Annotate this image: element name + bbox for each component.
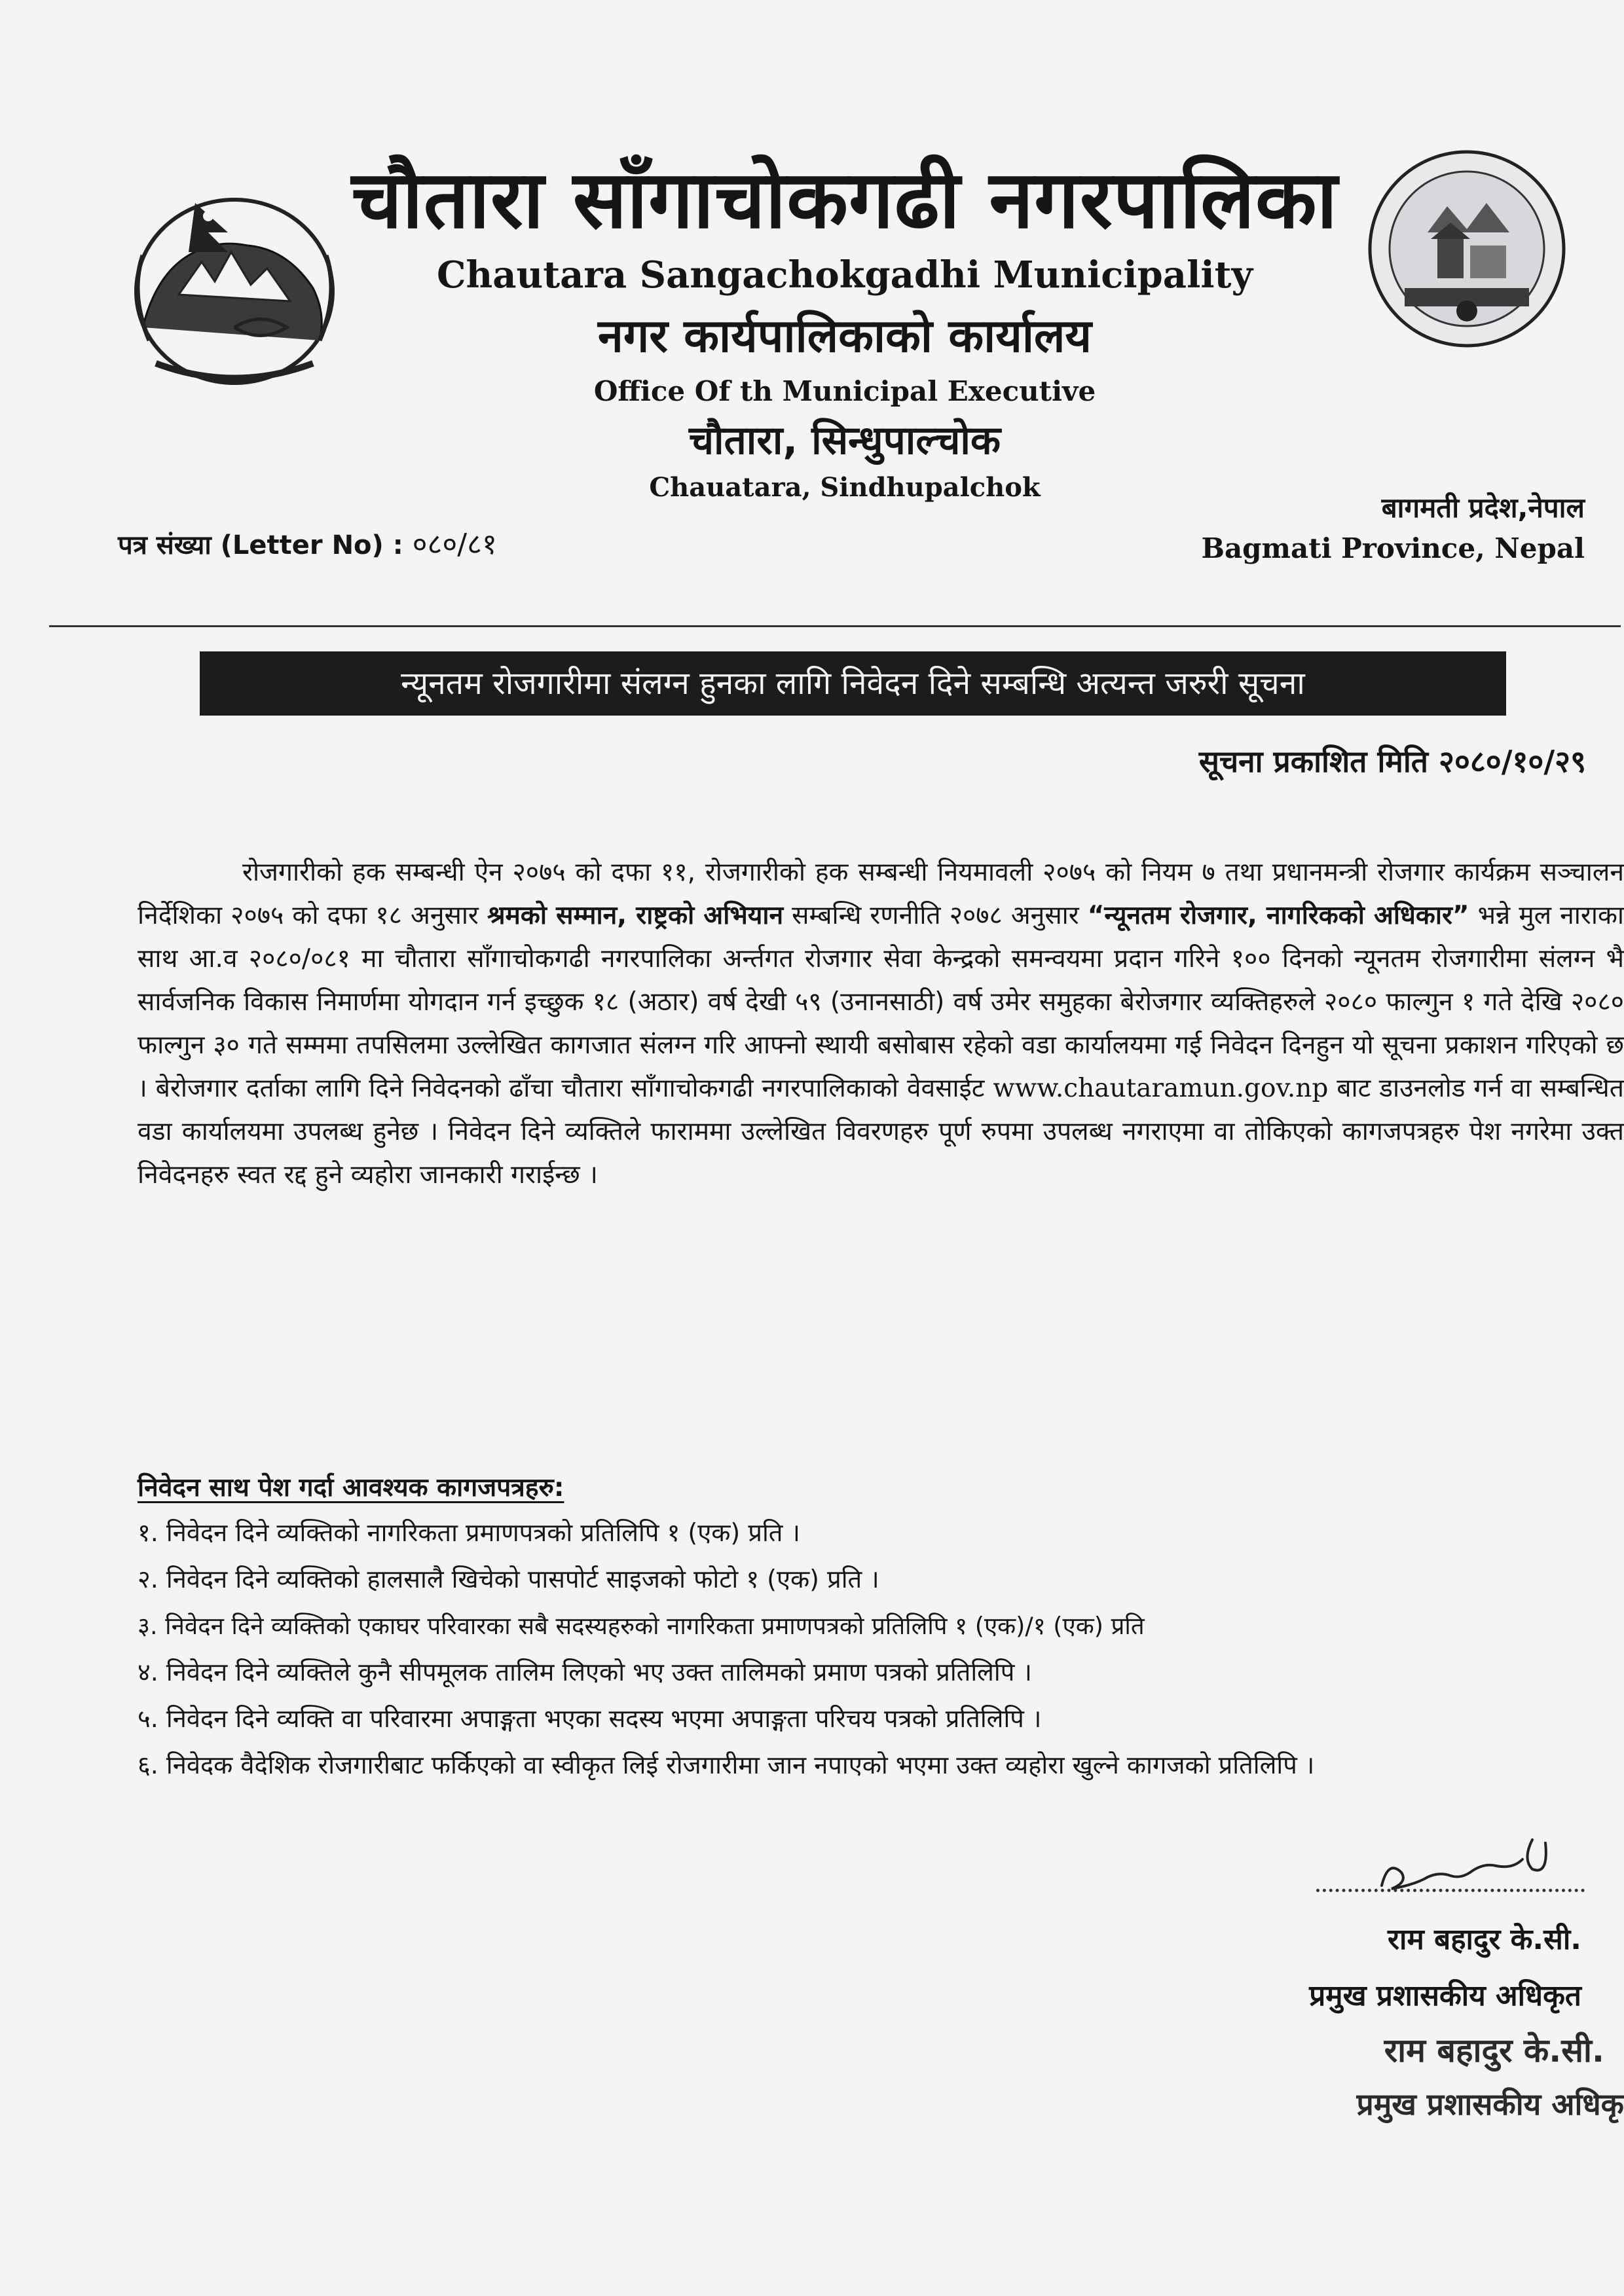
notice-title: न्यूनतम रोजगारीमा संलग्न हुनका लागि निवेदन दिने सम्बन्धि अत्यन्त जरुरी सूचना [200, 651, 1506, 716]
stamp-name: राम बहादुर के.सी. [1384, 2032, 1604, 2069]
body-text-4: बाट डाउनलोड गर्न वा सम्बन्धित वडा कार्यालयमा उपलब्ध हुनेछ । निवेदन दिने व्यक्तिले फाराममा उल्लेखित विवरणहरु पूर्ण रुपमा उपलब्ध नगराएमा वा तोकिएको कागजपत्रहरु पेश नगरेमा उक्त निवेदनहरु स्वत रद्द हुने व्यहोरा जानकारी गराईन्छ । [138, 1074, 1624, 1190]
office-name-en: Office Of th Municipal Executive [593, 375, 1096, 407]
website-link[interactable]: www.chautaramun.gov.np [993, 1074, 1329, 1103]
signatory-name: राम बहादुर के.सी. [1388, 1923, 1581, 1956]
body-text-2: सम्बन्धि रणनीति २०७८ अनुसार [783, 901, 1088, 930]
nepal-emblem-icon [117, 177, 352, 393]
location-np: चौतारा, सिन्धुपाल्चोक [688, 418, 1001, 464]
municipality-name-np: चौतारा साँगाचोकगढी नगरपालिका [351, 153, 1338, 246]
signatory [1309, 1912, 1581, 2024]
name-stamp [1297, 2023, 1624, 2130]
list-item: ३. निवेदन दिने व्यक्तिको एकाघर परिवारका सबै सदस्यहरुको नागरिकता प्रमाणपत्रको प्रतिलिपि १ (एक)/१ (एक) प्रति [138, 1612, 1145, 1640]
province-en: Bagmati Province, Nepal [1201, 532, 1585, 564]
documents-heading: निवेदन साथ पेश गर्दा आवश्यक कागजपत्रहरु: [138, 1473, 564, 1503]
body-text-3: भन्ने मुल नाराका साथ आ.व २०८०/०८१ मा चौतारा साँगाचोकगढी नगरपालिका अर्न्तगत रोजगार सेवा केन्द्रको समन्वयमा प्रदान गरिने १०० दिनको न्यूनतम रोजगारीमा संलग्न भै सार्वजनिक विकास निमार्णमा योगदान गर्न इच्छुक १८ (अठार) वर्ष देखी ५९ (उनानसाठी) वर्ष उमेर समुहका बेरोजगार व्यक्तिहरुले २०८० फाल्गुन १ गते देखि २०८० फाल्गुन ३० गते सम्ममा तपसिलमा उल्लेखित कागजात संलग्न गरि आफ्नो स्थायी बसोबास रहेको वडा कार्यालयमा गई निवेदन दिनहुन यो सूचना प्रकाशन गरिएको छ । बेरोजगार दर्ताका लागि दिने निवेदनको ढाँचा चौतारा साँगाचोकगढी नगरपालिकाको वेवसाईट [138, 901, 1624, 1103]
list-item: ६. निवेदक वैदेशिक रोजगारीबाट फर्किएको वा स्वीकृत लिई रोजगारीमा जान नपाएको भएमा उक्त व्यहोरा खुल्ने कागजको प्रतिलिपि । [138, 1751, 1315, 1779]
letter-number [118, 524, 497, 566]
letter-number-label: पत्र संख्या (Letter No) : [118, 530, 403, 560]
letter-number-value: ०८०/८१ [412, 528, 497, 561]
location-en: Chauatara, Sindhupalchok [649, 472, 1041, 503]
stamp-title: प्रमुख प्रशासकीय अधिकृ [1356, 2086, 1624, 2122]
signatory-title: प्रमुख प्रशासकीय अधिकृत [1309, 1979, 1581, 2013]
list-item: ४. निवेदन दिने व्यक्तिले कुनै सीपमूलक तालिम लिएको भए उक्त तालिमको प्रमाण पत्रको प्रतिलिपि । [138, 1658, 1032, 1686]
signature-mark [1369, 1827, 1585, 1905]
documents-list [138, 1510, 1624, 1789]
signature-line [1316, 1889, 1585, 1892]
publish-date: सूचना प्रकाशित मिति २०८०/१०/२९ [1198, 744, 1586, 779]
required-documents [138, 1467, 1624, 1789]
body-bold-2: “न्यूनतम रोजगार, नागरिकको अधिकार” [1087, 901, 1469, 930]
list-item: २. निवेदन दिने व्यक्तिको हालसालै खिचेको पासपोर्ट साइजको फोटो १ (एक) प्रति । [138, 1565, 879, 1594]
office-name-np: नगर कार्यपालिकाको कार्यालय [597, 309, 1092, 363]
municipality-name-en: Chautara Sangachokgadhi Municipality [436, 253, 1253, 297]
list-item: १. निवेदन दिने व्यक्तिको नागरिकता प्रमाणपत्रको प्रतिलिपि १ (एक) प्रति । [138, 1518, 800, 1547]
municipality-seal-icon [1365, 147, 1568, 350]
list-item: ५. निवेदन दिने व्यक्ति वा परिवारमा अपाङ्गता भएका सदस्य भएमा अपाङ्गता परिचय पत्रको प्रतिलिपि । [138, 1704, 1042, 1733]
body-text-1: रोजगारीको हक सम्बन्धी ऐन २०७५ को दफा ११, रोजगारीको हक सम्बन्धी नियमावली २०७५ को नियम ७ तथा प्रधानमन्त्री रोजगार कार्यक्रम सञ्चालन निर्देशिका २०७५ को दफा १८ अनुसार [138, 858, 1624, 930]
body-bold-1: श्रमको सम्मान, राष्ट्रको अभियान [487, 901, 784, 930]
province-np: बागमती प्रदेश,नेपाल [1381, 492, 1585, 524]
province-block [1201, 488, 1585, 569]
notice-body [138, 851, 1624, 1197]
header-divider [49, 625, 1621, 627]
